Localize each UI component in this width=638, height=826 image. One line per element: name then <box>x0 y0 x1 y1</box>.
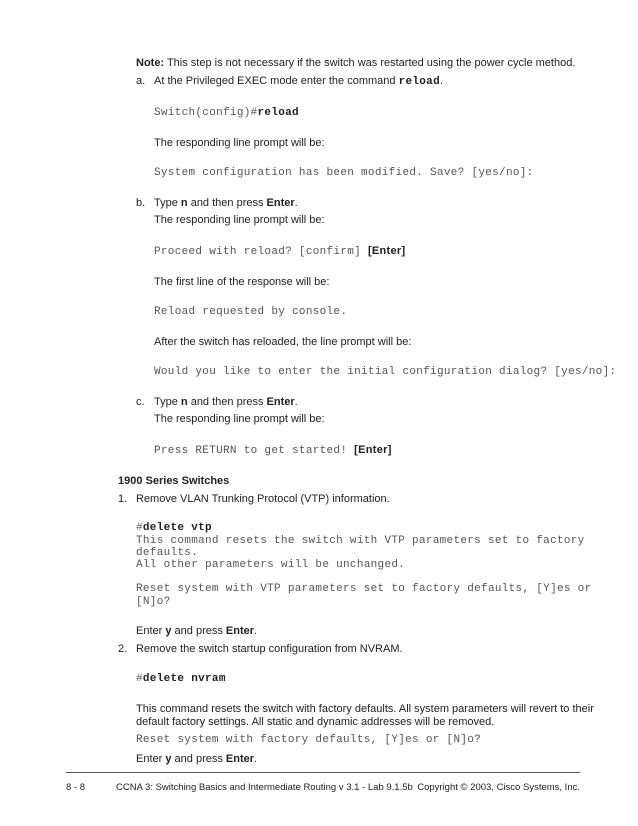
delete-vtp-command: #delete vtp <box>136 522 212 534</box>
nvram-reset-prompt: Reset system with factory defaults, [Y]es or [N]o? <box>136 734 482 746</box>
step-b-text: Type n and then press Enter. <box>154 197 298 209</box>
initial-config-prompt: Would you like to enter the initial configuration dialog? [yes/no]: <box>154 366 617 378</box>
save-prompt: System configuration has been modified. Save? [yes/no]: <box>154 167 534 179</box>
footer-course-title: CCNA 3: Switching Basics and Intermediate Routing v 3.1 - Lab 9.1.5b <box>116 782 413 793</box>
section-title: 1900 Series Switches <box>118 475 230 487</box>
enter-y-1: Enter y and press Enter. <box>136 625 258 637</box>
enter-y-2: Enter y and press Enter. <box>136 753 258 765</box>
vtp-line-4: Reset system with VTP parameters set to factory defaults, [Y]es or <box>136 583 592 595</box>
footer-page-number: 8 - 8 <box>66 782 86 793</box>
delete-nvram-command: #delete nvram <box>136 673 226 685</box>
step-a-text: At the Privileged EXEC mode enter the command reload. <box>154 75 444 88</box>
step-b-marker: b. <box>136 197 146 209</box>
reload-requested: Reload requested by console. <box>154 306 348 318</box>
confirm-prompt: Proceed with reload? [confirm] [Enter] <box>154 245 406 258</box>
first-line-label: The first line of the response will be: <box>154 276 330 288</box>
vtp-line-2: defaults. <box>136 547 199 559</box>
nvram-description-2: default factory settings. All static and dynamic addresses will be removed. <box>136 716 495 728</box>
step-c-text: Type n and then press Enter. <box>154 396 298 408</box>
step-1-marker: 1. <box>118 493 128 505</box>
vtp-line-5: [N]o? <box>136 596 171 608</box>
nvram-description-1: This command resets the switch with factory defaults. All system parameters will revert to their <box>136 703 594 715</box>
reload-command: reload <box>398 76 440 88</box>
after-reload-label: After the switch has reloaded, the line prompt will be: <box>154 336 412 348</box>
vtp-line-3: All other parameters will be unchanged. <box>136 559 406 571</box>
footer-copyright: Copyright © 2003, Cisco Systems, Inc. <box>417 782 580 793</box>
response-label-2: The responding line prompt will be: <box>154 214 325 226</box>
step-2-marker: 2. <box>118 643 128 655</box>
reload-command-line: Switch(config)#reload <box>154 107 299 119</box>
step-a-marker: a. <box>136 75 146 87</box>
press-return-prompt: Press RETURN to get started! [Enter] <box>154 444 392 457</box>
step-1-text: Remove VLAN Trunking Protocol (VTP) information. <box>136 493 390 505</box>
response-label-1: The responding line prompt will be: <box>154 137 325 149</box>
note: Note: This step is not necessary if the switch was restarted using the power cycle method. <box>136 57 576 69</box>
response-label-3: The responding line prompt will be: <box>154 413 325 425</box>
step-c-marker: c. <box>136 396 145 408</box>
vtp-line-1: This command resets the switch with VTP parameters set to factory <box>136 535 585 547</box>
step-2-text: Remove the switch startup configuration from NVRAM. <box>136 643 403 655</box>
footer-divider <box>66 772 580 773</box>
